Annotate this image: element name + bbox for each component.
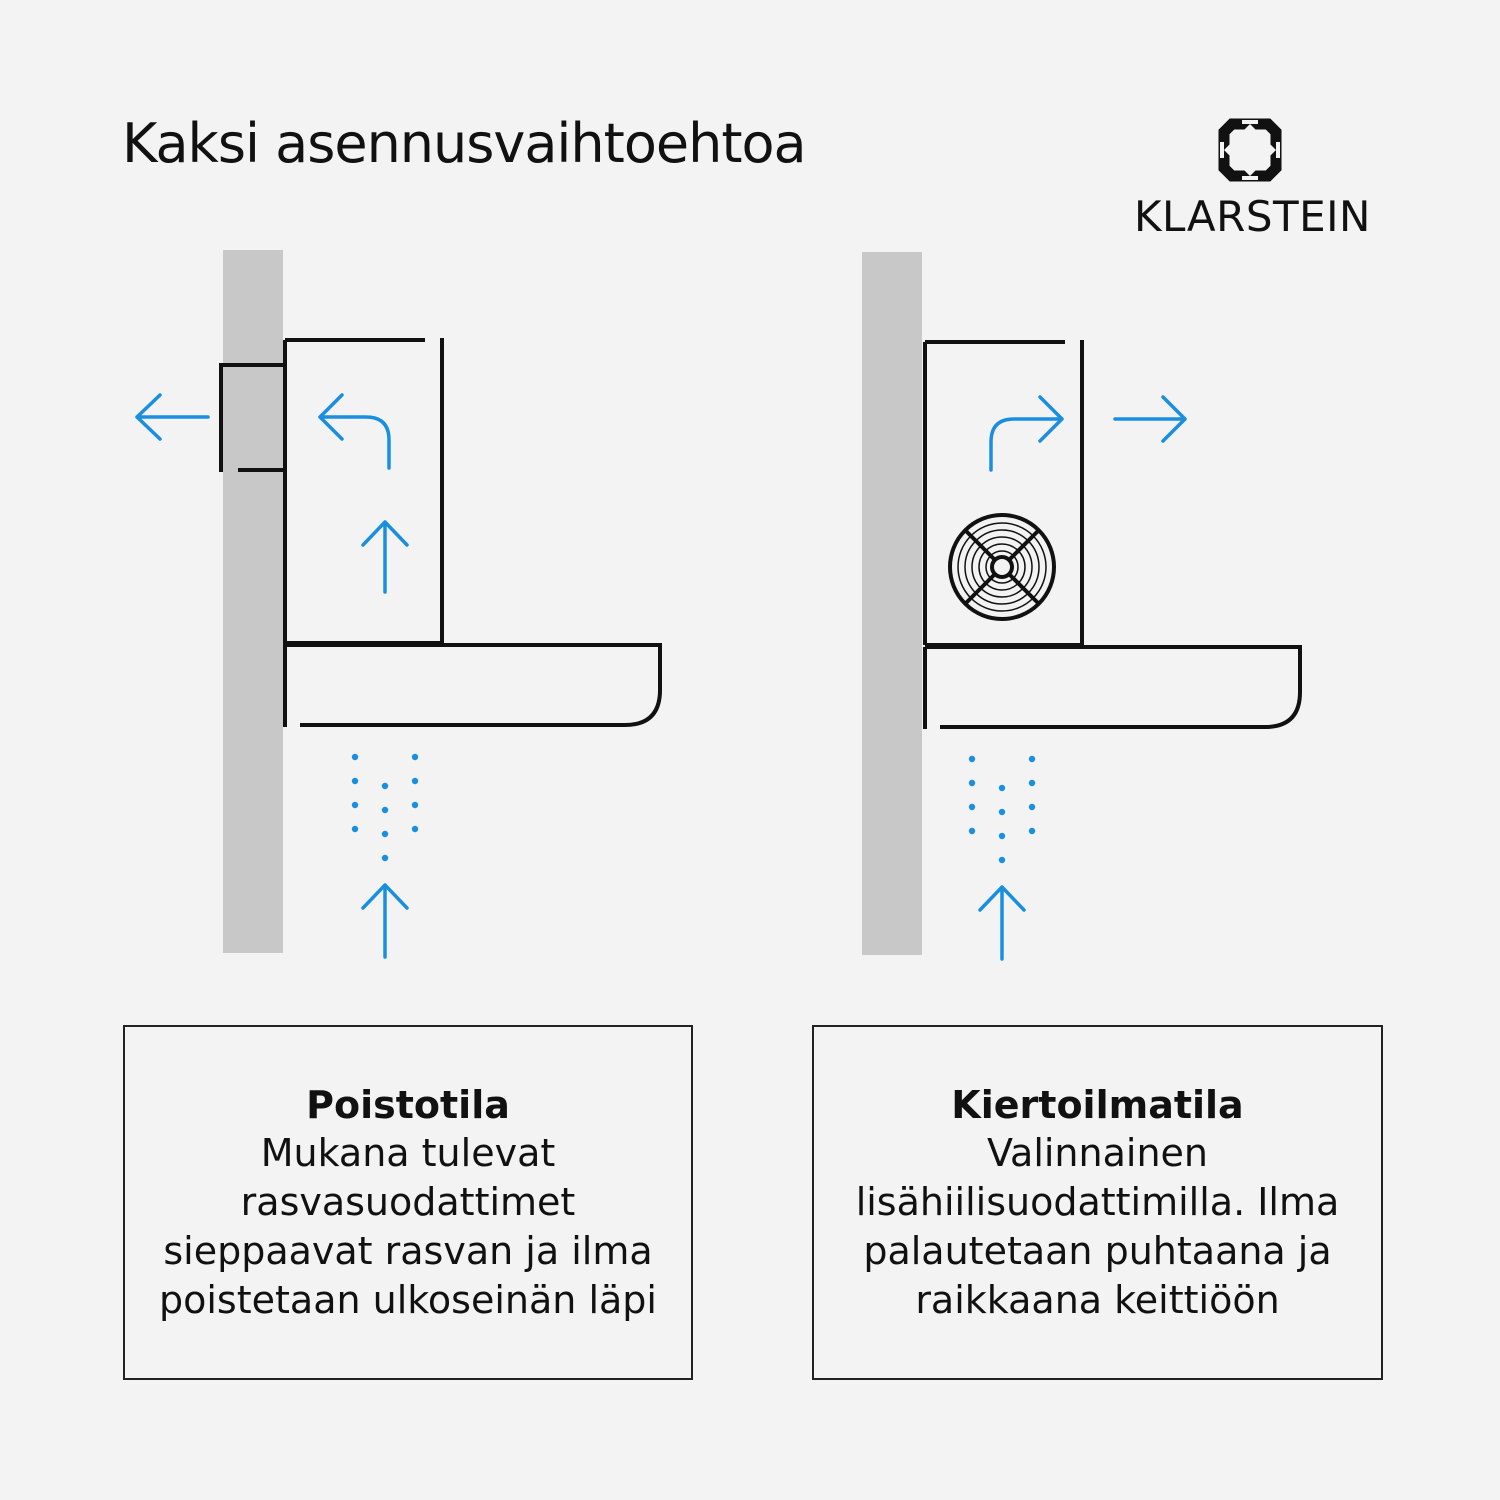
steam-dots-left: [352, 754, 418, 861]
brand-name: KLARSTEIN: [1134, 192, 1371, 241]
exhaust-mode-description: Mukana tulevat rasvasuodattimet sieppaavat rasvan ja ilma poistetaan ulkoseinän läpi: [159, 1130, 657, 1322]
arrow-up-chimney: [363, 522, 407, 592]
exhaust-hood-diagram: [137, 250, 660, 957]
chimney-body-right: [925, 340, 1082, 645]
recirculation-mode-box: [812, 1025, 1383, 1380]
exhaust-mode-title: Poistotila: [306, 1082, 510, 1127]
chimney-body-left: [285, 338, 442, 645]
hood-canopy-left: [285, 645, 660, 727]
arrow-left-outlet: [137, 395, 208, 439]
wall-left: [223, 250, 283, 953]
arrow-right-outlet: [1115, 397, 1185, 441]
arrow-up-bottom-left: [363, 885, 407, 957]
fan-icon: [950, 515, 1054, 619]
recirculation-mode-description: Valinnainen lisähiilisuodattimilla. Ilma palautetaan puhtaana ja raikkaana keittiöön: [855, 1130, 1340, 1322]
hood-canopy-right: [925, 647, 1300, 729]
steam-dots-right: [969, 756, 1035, 863]
arrow-up-bottom-right: [980, 887, 1024, 959]
arrow-curve-right: [991, 397, 1062, 470]
recirculation-hood-diagram: [862, 252, 1300, 959]
recirculation-mode-title: Kiertoilmatila: [951, 1082, 1244, 1127]
exhaust-mode-box: [123, 1025, 693, 1380]
arrow-curve-left: [320, 395, 389, 468]
wall-right: [862, 252, 922, 955]
page-title: Kaksi asennusvaihtoehtoa: [122, 112, 806, 175]
